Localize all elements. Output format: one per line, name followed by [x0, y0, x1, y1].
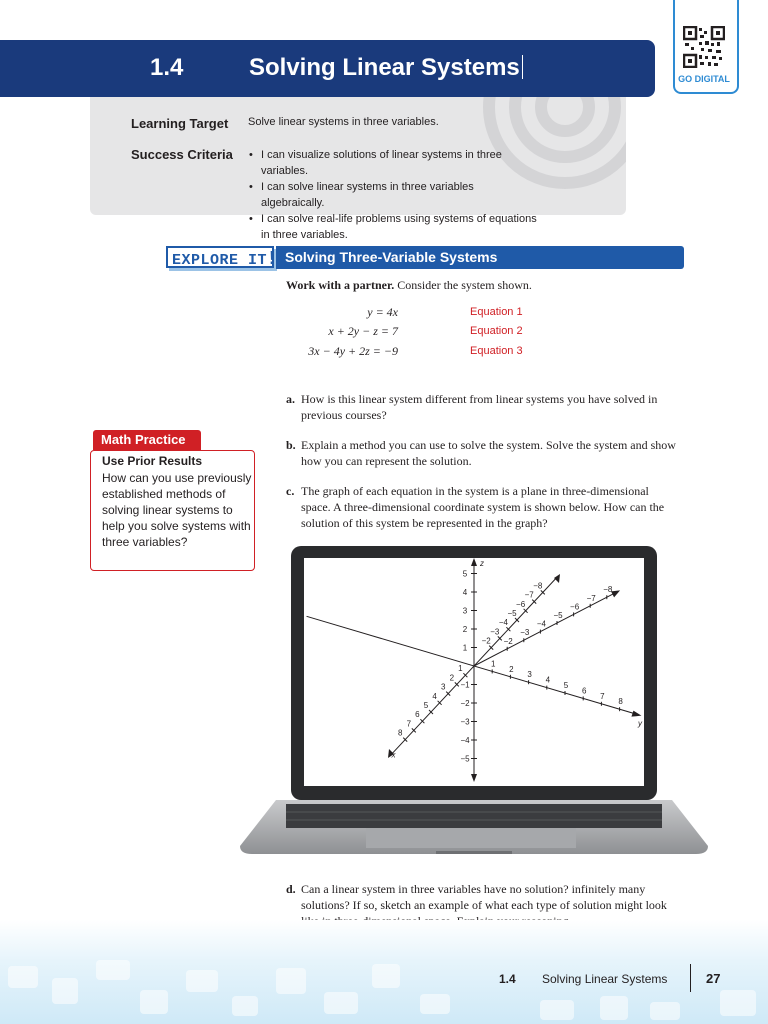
y-tick-label: −7 — [586, 593, 596, 603]
laptop-graphic — [236, 542, 712, 862]
footer-divider — [690, 964, 691, 992]
z-tick-label: −5 — [460, 754, 470, 764]
learning-target-label: Learning Target — [131, 116, 229, 131]
y-tick-label: 5 — [563, 681, 569, 690]
y-tick-label: 3 — [527, 670, 532, 680]
y-tick-label: −6 — [570, 602, 580, 612]
x-tick-label: −4 — [498, 618, 508, 628]
y-tick-label: −3 — [520, 628, 530, 638]
x-tick-label: 6 — [415, 710, 420, 720]
equation-2: x + 2y − z = 7 — [328, 324, 398, 338]
x-tick-label: 2 — [449, 673, 455, 683]
x-tick-label: 8 — [397, 728, 403, 738]
go-digital-label[interactable]: GO DIGITAL — [678, 74, 730, 84]
z-tick-label: −4 — [460, 736, 470, 745]
learning-target-text: Solve linear systems in three variables. — [248, 116, 439, 128]
equation-1-label: Equation 1 — [470, 306, 523, 318]
x-tick-label: 4 — [432, 691, 437, 701]
equation-3-label: Equation 3 — [470, 345, 523, 357]
question-b: b. Explain a method you can use to solve the system. Solve the system and show how you can represent the solution. — [286, 438, 676, 468]
x-tick-label: 7 — [406, 719, 412, 729]
x-axis-label: x — [391, 750, 396, 760]
section-number: 1.4 — [150, 54, 184, 81]
criteria-item: • I can visualize solutions of linear systems in three variables. — [248, 147, 538, 179]
x-tick-label: −3 — [490, 627, 500, 637]
explore-title: Solving Three-Variable Systems — [285, 249, 498, 265]
z-tick-label: 2 — [462, 625, 468, 634]
y-tick-label: 6 — [581, 686, 587, 696]
z-tick-label: 4 — [462, 588, 468, 597]
y-tick-label: 1 — [490, 659, 496, 669]
x-tick-label: −5 — [507, 609, 517, 618]
y-tick-label: −8 — [603, 585, 613, 595]
success-criteria-label: Success Criteria — [131, 147, 233, 162]
y-tick-label: −5 — [553, 611, 563, 620]
z-tick-label: 5 — [462, 569, 468, 579]
x-tick-label: −6 — [516, 599, 526, 609]
laptop-keyboard — [286, 804, 662, 828]
y-tick-label: −2 — [503, 636, 513, 646]
y-tick-label: 4 — [545, 675, 551, 685]
criteria-item: • I can solve linear systems in three variables algebraically. — [248, 179, 538, 211]
criteria-item: • I can solve real-life problems using systems of equations in three variables. — [248, 211, 538, 243]
success-criteria-list — [248, 147, 538, 243]
footer-section-title: Solving Linear Systems — [542, 972, 668, 986]
equation-2-label: Equation 2 — [470, 325, 523, 337]
question-a: a. How is this linear system different from linear systems you have solved in previous courses? — [286, 392, 658, 422]
x-tick-label: −7 — [524, 590, 534, 600]
math-practice-title: Math Practice — [101, 432, 186, 447]
z-tick-label: 3 — [462, 606, 468, 616]
equation-1: y = 4x — [367, 305, 398, 319]
qr-code-icon[interactable] — [683, 26, 725, 68]
explore-it-label: EXPLORE IT ! — [172, 248, 276, 269]
x-tick-label: 3 — [440, 682, 446, 692]
question-c: c. The graph of each equation in the system is a plane in three-dimensional space. A three-dimensional coordinate system is shown below. How can the solution of this system be represented in the graph? — [286, 484, 665, 530]
explore-intro: Work with a partner. Consider the system shown. — [286, 278, 532, 292]
equation-3: 3x − 4y + 2z = −9 — [308, 344, 398, 358]
footer-section-number: 1.4 — [499, 972, 516, 986]
x-tick-label: 1 — [458, 664, 463, 674]
math-practice-text: How can you use previously established methods of solving linear systems to help you solve systems with three variables? — [102, 471, 252, 549]
z-tick-label: 1 — [462, 643, 468, 653]
math-practice-heading: Use Prior Results — [102, 454, 203, 468]
z-tick-label: −3 — [460, 717, 470, 727]
y-tick-label: 2 — [509, 664, 514, 674]
y-tick-label: −4 — [536, 619, 546, 629]
page-number: 27 — [706, 971, 721, 986]
z-axis-label: z — [480, 559, 484, 568]
y-axis-label: y — [637, 719, 642, 729]
laptop-trackpad — [366, 828, 576, 848]
x-tick-label: −8 — [533, 581, 543, 591]
z-tick-label: −2 — [460, 699, 470, 708]
question-d: d. Can a linear system in three variables have no solution? infinitely many solutions? If so, sketch an example of what each type of solution might look — [286, 882, 667, 912]
section-title: Solving Linear Systems — [249, 54, 523, 82]
x-tick-label: −2 — [481, 636, 491, 646]
y-tick-label: 7 — [600, 691, 605, 701]
y-tick-label: 8 — [618, 697, 623, 707]
z-tick-label: −1 — [460, 680, 470, 690]
x-tick-label: 5 — [423, 701, 429, 710]
